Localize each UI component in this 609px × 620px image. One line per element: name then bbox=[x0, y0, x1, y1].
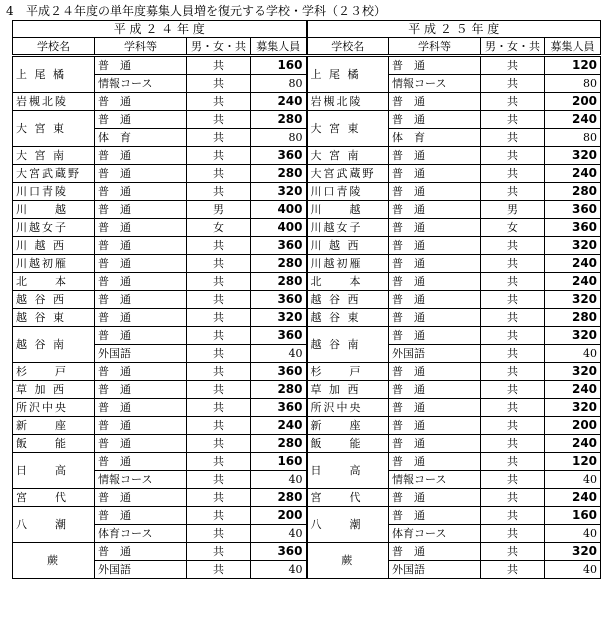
gender-cell: 共 bbox=[187, 435, 251, 453]
capacity-cell: 280 bbox=[545, 183, 601, 201]
col-school-2013: 学校名 bbox=[307, 38, 389, 56]
gender-cell: 共 bbox=[187, 93, 251, 111]
capacity-cell: 360 bbox=[251, 543, 307, 561]
school-name: 宮 代 bbox=[13, 489, 95, 507]
school-name: 川 越 西 bbox=[13, 237, 95, 255]
school-name: 川越初雁 bbox=[307, 255, 389, 273]
gender-cell: 共 bbox=[187, 471, 251, 489]
table-body bbox=[13, 21, 601, 579]
capacity-cell: 160 bbox=[251, 453, 307, 471]
gender-cell: 共 bbox=[187, 561, 251, 579]
capacity-cell: 320 bbox=[251, 309, 307, 327]
school-name: 新 座 bbox=[13, 417, 95, 435]
school-name: 越 谷 東 bbox=[13, 309, 95, 327]
department-cell: 普 通 bbox=[95, 201, 187, 219]
gender-cell: 共 bbox=[187, 255, 251, 273]
gender-cell: 共 bbox=[481, 291, 545, 309]
gender-cell: 共 bbox=[187, 453, 251, 471]
school-name: 岩槻北陵 bbox=[13, 93, 95, 111]
department-cell: 普 通 bbox=[389, 381, 481, 399]
school-name: 川 越 bbox=[13, 201, 95, 219]
heading-title: 平成２４年度の単年度募集人員増を復元する学校・学科（２３校） bbox=[26, 4, 387, 18]
department-cell: 普 通 bbox=[95, 543, 187, 561]
department-cell: 普 通 bbox=[389, 327, 481, 345]
school-name: 蕨 bbox=[13, 543, 95, 579]
gender-cell: 共 bbox=[187, 237, 251, 255]
gender-cell: 男 bbox=[187, 201, 251, 219]
table-row bbox=[13, 399, 601, 417]
capacity-cell: 360 bbox=[251, 399, 307, 417]
capacity-cell: 360 bbox=[251, 147, 307, 165]
gender-cell: 共 bbox=[481, 309, 545, 327]
gender-cell: 共 bbox=[481, 507, 545, 525]
capacity-cell: 320 bbox=[545, 237, 601, 255]
table-row bbox=[13, 183, 601, 201]
gender-cell: 共 bbox=[481, 147, 545, 165]
gender-cell: 共 bbox=[187, 345, 251, 363]
school-name: 上 尾 橘 bbox=[307, 56, 389, 93]
gender-cell: 共 bbox=[481, 561, 545, 579]
school-name: 北 本 bbox=[13, 273, 95, 291]
department-cell: 普 通 bbox=[389, 237, 481, 255]
col-capacity-2013: 募集人員 bbox=[545, 38, 601, 56]
department-cell: 外国語 bbox=[389, 561, 481, 579]
school-name: 大 宮 南 bbox=[13, 147, 95, 165]
gender-cell: 共 bbox=[187, 183, 251, 201]
department-cell: 普 通 bbox=[389, 435, 481, 453]
gender-cell: 共 bbox=[481, 435, 545, 453]
gender-cell: 共 bbox=[187, 417, 251, 435]
table-row bbox=[13, 507, 601, 525]
department-cell: 情報コース bbox=[389, 471, 481, 489]
capacity-cell: 360 bbox=[251, 327, 307, 345]
capacity-cell: 240 bbox=[545, 489, 601, 507]
capacity-cell: 160 bbox=[545, 507, 601, 525]
table-row bbox=[13, 417, 601, 435]
department-cell: 普 通 bbox=[389, 399, 481, 417]
capacity-cell: 80 bbox=[251, 129, 307, 147]
gender-cell: 共 bbox=[187, 291, 251, 309]
document-heading bbox=[6, 2, 386, 19]
school-name: 越 谷 南 bbox=[307, 327, 389, 363]
department-cell: 普 通 bbox=[389, 56, 481, 75]
gender-cell: 女 bbox=[481, 219, 545, 237]
gender-cell: 共 bbox=[187, 399, 251, 417]
gender-cell: 共 bbox=[187, 327, 251, 345]
gender-cell: 共 bbox=[187, 381, 251, 399]
capacity-cell: 80 bbox=[251, 75, 307, 93]
department-cell: 普 通 bbox=[389, 201, 481, 219]
table-row bbox=[13, 147, 601, 165]
department-cell: 普 通 bbox=[95, 399, 187, 417]
gender-cell: 共 bbox=[481, 399, 545, 417]
gender-cell: 共 bbox=[481, 327, 545, 345]
school-name: 八 潮 bbox=[13, 507, 95, 543]
capacity-cell: 120 bbox=[545, 453, 601, 471]
table-row bbox=[13, 165, 601, 183]
col-capacity-2012: 募集人員 bbox=[251, 38, 307, 56]
capacity-cell: 360 bbox=[545, 201, 601, 219]
school-name: 杉 戸 bbox=[13, 363, 95, 381]
school-name: 八 潮 bbox=[307, 507, 389, 543]
capacity-cell: 240 bbox=[251, 417, 307, 435]
capacity-cell: 40 bbox=[251, 525, 307, 543]
table-row bbox=[13, 255, 601, 273]
gender-cell: 共 bbox=[187, 129, 251, 147]
school-name: 上 尾 橘 bbox=[13, 56, 95, 93]
capacity-cell: 320 bbox=[545, 363, 601, 381]
gender-cell: 共 bbox=[481, 273, 545, 291]
gender-cell: 共 bbox=[481, 183, 545, 201]
gender-cell: 共 bbox=[187, 165, 251, 183]
department-cell: 普 通 bbox=[389, 309, 481, 327]
school-name: 新 座 bbox=[307, 417, 389, 435]
capacity-cell: 360 bbox=[545, 219, 601, 237]
department-cell: 普 通 bbox=[95, 327, 187, 345]
capacity-cell: 80 bbox=[545, 75, 601, 93]
gender-cell: 共 bbox=[187, 525, 251, 543]
gender-cell: 共 bbox=[481, 453, 545, 471]
table-row bbox=[13, 309, 601, 327]
school-name: 岩槻北陵 bbox=[307, 93, 389, 111]
heading-number: 4 bbox=[6, 4, 14, 18]
gender-cell: 共 bbox=[481, 165, 545, 183]
department-cell: 体 育 bbox=[95, 129, 187, 147]
department-cell: 普 通 bbox=[389, 183, 481, 201]
col-dept-2013: 学科等 bbox=[389, 38, 481, 56]
school-name: 越 谷 東 bbox=[307, 309, 389, 327]
table-row bbox=[13, 453, 601, 471]
col-school-2012: 学校名 bbox=[13, 38, 95, 56]
department-cell: 普 通 bbox=[389, 489, 481, 507]
gender-cell: 共 bbox=[481, 381, 545, 399]
capacity-cell: 280 bbox=[251, 111, 307, 129]
column-header-row bbox=[13, 38, 601, 56]
department-cell: 外国語 bbox=[95, 561, 187, 579]
gender-cell: 共 bbox=[187, 75, 251, 93]
department-cell: 普 通 bbox=[95, 291, 187, 309]
capacity-cell: 320 bbox=[251, 183, 307, 201]
gender-cell: 共 bbox=[481, 525, 545, 543]
school-name: 草 加 西 bbox=[307, 381, 389, 399]
gender-cell: 共 bbox=[187, 111, 251, 129]
department-cell: 普 通 bbox=[389, 363, 481, 381]
school-name: 川 越 西 bbox=[307, 237, 389, 255]
gender-cell: 共 bbox=[481, 56, 545, 75]
year-2012-header: 平 成 ２ ４ 年 度 bbox=[13, 21, 307, 38]
capacity-cell: 280 bbox=[251, 435, 307, 453]
capacity-cell: 280 bbox=[251, 165, 307, 183]
school-name: 日 高 bbox=[13, 453, 95, 489]
col-gender-2012: 男・女・共 bbox=[187, 38, 251, 56]
department-cell: 普 通 bbox=[95, 273, 187, 291]
school-name: 飯 能 bbox=[307, 435, 389, 453]
capacity-cell: 320 bbox=[545, 147, 601, 165]
gender-cell: 共 bbox=[187, 273, 251, 291]
department-cell: 普 通 bbox=[95, 453, 187, 471]
capacity-cell: 40 bbox=[251, 471, 307, 489]
school-name: 越 谷 南 bbox=[13, 327, 95, 363]
department-cell: 普 通 bbox=[389, 273, 481, 291]
department-cell: 普 通 bbox=[389, 291, 481, 309]
gender-cell: 共 bbox=[187, 507, 251, 525]
department-cell: 体育コース bbox=[95, 525, 187, 543]
table-row bbox=[13, 93, 601, 111]
department-cell: 普 通 bbox=[95, 237, 187, 255]
department-cell: 普 通 bbox=[389, 111, 481, 129]
department-cell: 普 通 bbox=[389, 147, 481, 165]
capacity-cell: 240 bbox=[545, 111, 601, 129]
capacity-cell: 280 bbox=[251, 381, 307, 399]
capacity-cell: 320 bbox=[545, 399, 601, 417]
department-cell: 普 通 bbox=[389, 255, 481, 273]
capacity-cell: 400 bbox=[251, 201, 307, 219]
table-row bbox=[13, 489, 601, 507]
capacity-cell: 40 bbox=[545, 471, 601, 489]
gender-cell: 共 bbox=[481, 417, 545, 435]
gender-cell: 女 bbox=[187, 219, 251, 237]
department-cell: 普 通 bbox=[389, 219, 481, 237]
table-row bbox=[13, 327, 601, 345]
capacity-cell: 40 bbox=[251, 345, 307, 363]
school-name: 日 高 bbox=[307, 453, 389, 489]
table-row bbox=[13, 435, 601, 453]
table-row bbox=[13, 291, 601, 309]
table-row bbox=[13, 381, 601, 399]
department-cell: 普 通 bbox=[95, 309, 187, 327]
capacity-cell: 360 bbox=[251, 363, 307, 381]
department-cell: 普 通 bbox=[95, 435, 187, 453]
capacity-cell: 40 bbox=[251, 561, 307, 579]
col-dept-2012: 学科等 bbox=[95, 38, 187, 56]
gender-cell: 共 bbox=[481, 129, 545, 147]
gender-cell: 共 bbox=[481, 255, 545, 273]
enrollment-table bbox=[12, 20, 601, 579]
school-name: 杉 戸 bbox=[307, 363, 389, 381]
department-cell: 普 通 bbox=[95, 147, 187, 165]
gender-cell: 共 bbox=[187, 543, 251, 561]
school-name: 大 宮 東 bbox=[13, 111, 95, 147]
department-cell: 普 通 bbox=[389, 507, 481, 525]
department-cell: 外国語 bbox=[389, 345, 481, 363]
department-cell: 普 通 bbox=[389, 417, 481, 435]
department-cell: 普 通 bbox=[95, 255, 187, 273]
capacity-cell: 400 bbox=[251, 219, 307, 237]
department-cell: 情報コース bbox=[389, 75, 481, 93]
school-name: 越 谷 西 bbox=[307, 291, 389, 309]
school-name: 大 宮 東 bbox=[307, 111, 389, 147]
table-row bbox=[13, 237, 601, 255]
year-header-row bbox=[13, 21, 601, 38]
department-cell: 普 通 bbox=[95, 111, 187, 129]
school-name: 川口青陵 bbox=[13, 183, 95, 201]
table-row bbox=[13, 111, 601, 129]
school-name: 川越初雁 bbox=[13, 255, 95, 273]
department-cell: 普 通 bbox=[95, 417, 187, 435]
table-row bbox=[13, 56, 601, 75]
school-name: 北 本 bbox=[307, 273, 389, 291]
school-name: 所沢中央 bbox=[13, 399, 95, 417]
capacity-cell: 240 bbox=[251, 93, 307, 111]
capacity-cell: 240 bbox=[545, 165, 601, 183]
gender-cell: 共 bbox=[187, 309, 251, 327]
gender-cell: 共 bbox=[481, 93, 545, 111]
capacity-cell: 40 bbox=[545, 525, 601, 543]
gender-cell: 共 bbox=[481, 363, 545, 381]
department-cell: 外国語 bbox=[95, 345, 187, 363]
department-cell: 普 通 bbox=[95, 183, 187, 201]
capacity-cell: 240 bbox=[545, 273, 601, 291]
table-row bbox=[13, 543, 601, 561]
department-cell: 普 通 bbox=[95, 381, 187, 399]
school-name: 川越女子 bbox=[13, 219, 95, 237]
school-name: 川越女子 bbox=[307, 219, 389, 237]
capacity-cell: 320 bbox=[545, 327, 601, 345]
gender-cell: 共 bbox=[481, 75, 545, 93]
department-cell: 普 通 bbox=[95, 363, 187, 381]
department-cell: 普 通 bbox=[95, 507, 187, 525]
capacity-cell: 280 bbox=[251, 255, 307, 273]
department-cell: 普 通 bbox=[95, 165, 187, 183]
school-name: 大宮武蔵野 bbox=[13, 165, 95, 183]
year-2013-header: 平 成 ２ ５ 年 度 bbox=[307, 21, 601, 38]
department-cell: 普 通 bbox=[95, 93, 187, 111]
capacity-cell: 280 bbox=[251, 489, 307, 507]
capacity-cell: 40 bbox=[545, 345, 601, 363]
department-cell: 普 通 bbox=[95, 489, 187, 507]
capacity-cell: 160 bbox=[251, 56, 307, 75]
capacity-cell: 40 bbox=[545, 561, 601, 579]
department-cell: 情報コース bbox=[95, 75, 187, 93]
gender-cell: 共 bbox=[481, 237, 545, 255]
table-row bbox=[13, 219, 601, 237]
gender-cell: 共 bbox=[187, 489, 251, 507]
school-name: 蕨 bbox=[307, 543, 389, 579]
school-name: 川 越 bbox=[307, 201, 389, 219]
capacity-cell: 200 bbox=[251, 507, 307, 525]
table-row bbox=[13, 363, 601, 381]
department-cell: 体 育 bbox=[389, 129, 481, 147]
school-name: 草 加 西 bbox=[13, 381, 95, 399]
department-cell: 普 通 bbox=[389, 453, 481, 471]
capacity-cell: 240 bbox=[545, 435, 601, 453]
gender-cell: 共 bbox=[187, 363, 251, 381]
department-cell: 普 通 bbox=[95, 219, 187, 237]
capacity-cell: 200 bbox=[545, 417, 601, 435]
department-cell: 普 通 bbox=[389, 93, 481, 111]
capacity-cell: 240 bbox=[545, 381, 601, 399]
col-gender-2013: 男・女・共 bbox=[481, 38, 545, 56]
capacity-cell: 280 bbox=[251, 273, 307, 291]
gender-cell: 共 bbox=[481, 489, 545, 507]
school-name: 所沢中央 bbox=[307, 399, 389, 417]
gender-cell: 共 bbox=[481, 543, 545, 561]
department-cell: 情報コース bbox=[95, 471, 187, 489]
gender-cell: 共 bbox=[481, 471, 545, 489]
gender-cell: 共 bbox=[187, 147, 251, 165]
capacity-cell: 240 bbox=[545, 255, 601, 273]
department-cell: 普 通 bbox=[95, 56, 187, 75]
capacity-cell: 120 bbox=[545, 56, 601, 75]
department-cell: 普 通 bbox=[389, 165, 481, 183]
school-name: 大宮武蔵野 bbox=[307, 165, 389, 183]
gender-cell: 共 bbox=[187, 56, 251, 75]
department-cell: 体育コース bbox=[389, 525, 481, 543]
gender-cell: 共 bbox=[481, 111, 545, 129]
capacity-cell: 320 bbox=[545, 543, 601, 561]
capacity-cell: 200 bbox=[545, 93, 601, 111]
capacity-cell: 360 bbox=[251, 291, 307, 309]
table-row bbox=[13, 201, 601, 219]
capacity-cell: 280 bbox=[545, 309, 601, 327]
department-cell: 普 通 bbox=[389, 543, 481, 561]
gender-cell: 男 bbox=[481, 201, 545, 219]
school-name: 川口青陵 bbox=[307, 183, 389, 201]
capacity-cell: 80 bbox=[545, 129, 601, 147]
table-row bbox=[13, 273, 601, 291]
capacity-cell: 360 bbox=[251, 237, 307, 255]
school-name: 飯 能 bbox=[13, 435, 95, 453]
gender-cell: 共 bbox=[481, 345, 545, 363]
school-name: 宮 代 bbox=[307, 489, 389, 507]
capacity-cell: 320 bbox=[545, 291, 601, 309]
school-name: 越 谷 西 bbox=[13, 291, 95, 309]
school-name: 大 宮 南 bbox=[307, 147, 389, 165]
